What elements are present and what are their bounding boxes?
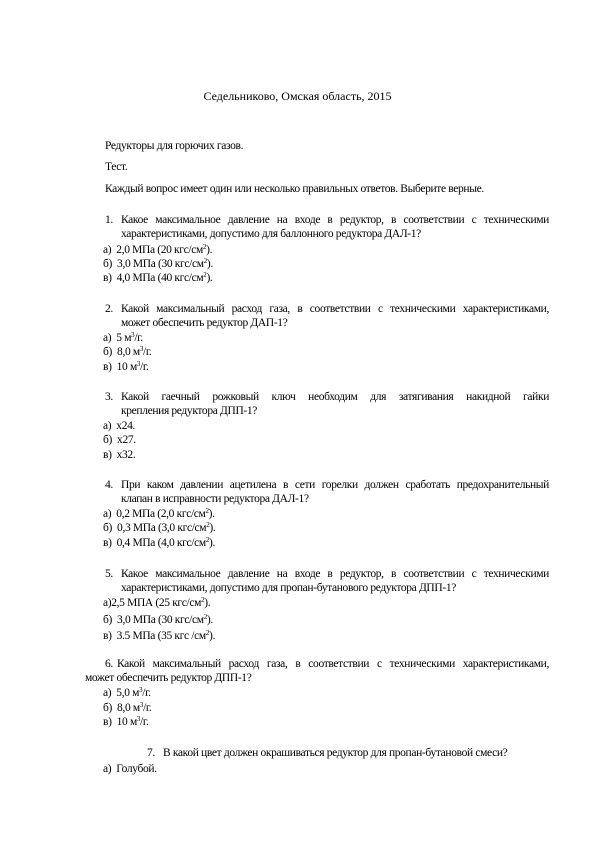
answer-option: в) 4,0 МПа (40 кгс/$см^2$).	[103, 271, 213, 284]
question-text-cont: крепления редуктора ДПП-1?	[121, 405, 258, 417]
question-text-cont: может обеспечить редуктор ДПП-1?	[85, 672, 252, 684]
answer-option: а) 2,0 МПа (20 кгс/$см^2$).	[103, 243, 213, 256]
answer-option: а) Голубой.	[103, 763, 157, 775]
topic-title: Редукторы для горючих газов.	[105, 140, 244, 152]
question-text: Какой гаечный рожковый ключ необходим для затягивания накидной гайки	[121, 391, 549, 403]
question-text: При каком давлении ацетилена в сети горелки должен сработать предохранительный	[121, 479, 549, 491]
answer-option: б) 3,0 МПа (30 кгс/$см^2$).	[103, 257, 213, 270]
answer-option: в) 10 $м^3/г$.	[103, 715, 149, 728]
question-number: 5.	[105, 568, 113, 580]
answer-option: в) 3.5 МПа (35 кгс $/см^2$).	[103, 629, 215, 642]
question-text-cont: характеристиками, допустимо для баллонного редуктора ДАЛ-1?	[121, 228, 421, 240]
question-text: Какое максимальное давление на входе в редуктор, в соответствии с техническими	[121, 214, 549, 226]
question-number: 3.	[105, 391, 113, 403]
answer-option: в) 10 $м^3/г$.	[103, 360, 149, 373]
answer-option: б) 0,3 МПа (3,0 кгс/$см^2$).	[103, 521, 216, 534]
question-number: 7.	[147, 747, 155, 759]
question-number: 6.	[105, 658, 113, 670]
page-header: Седельниково, Омская область, 2015	[203, 89, 392, 103]
question-text-cont: клапан в исправности редуктора ДАЛ-1?	[121, 493, 309, 505]
instruction-text: Каждый вопрос имеет один или несколько правильных ответов. Выберите верные.	[105, 183, 484, 195]
question-text: Какой максимальный расход газа, в соответствии с техническими характеристиками,	[121, 303, 549, 315]
answer-option: б) 8,0 $м^3/г$.	[103, 701, 152, 714]
question-text: Какой максимальный расход газа, в соответствии с техническими характеристиками,	[117, 658, 549, 670]
test-label: Тест.	[105, 161, 128, 173]
answer-option: а) 5,0 $м^3/г$.	[103, 686, 151, 699]
question-text-cont: характеристиками, допустимо для пропан-бутанового редуктора ДПП-1?	[121, 582, 456, 594]
answer-option: б) 8,0 $м^3/г$.	[103, 345, 152, 358]
answer-option: б) 3,0 МПа (30 кгс/$см^2$).	[103, 613, 213, 626]
question-text-cont: может обеспечить редуктор ДАП-1?	[121, 317, 288, 329]
question-text: Какое максимальное давление на входе в редуктор, в соответствии с техническими	[121, 568, 549, 580]
answer-option: б) x27.	[103, 434, 136, 446]
question-number: 1.	[105, 214, 113, 226]
question-number: 4.	[105, 479, 113, 491]
question-text: В какой цвет должен окрашиваться редуктор для пропан-бутановой смеси?	[163, 747, 508, 759]
answer-option: а)2,5 МПА (25 кгс/$см^2$).	[103, 596, 211, 609]
question-number: 2.	[105, 303, 113, 315]
answer-option: а) 0,2 МПа (2,0 кгс/$см^2$).	[103, 507, 215, 520]
answer-option: а) x24.	[103, 420, 136, 432]
answer-option: в) x32.	[103, 449, 136, 461]
answer-option: а) 5 $м^3/г$.	[103, 331, 143, 344]
answer-option: в) 0,4 МПа (4,0 кгс/$см^2$).	[103, 536, 215, 549]
